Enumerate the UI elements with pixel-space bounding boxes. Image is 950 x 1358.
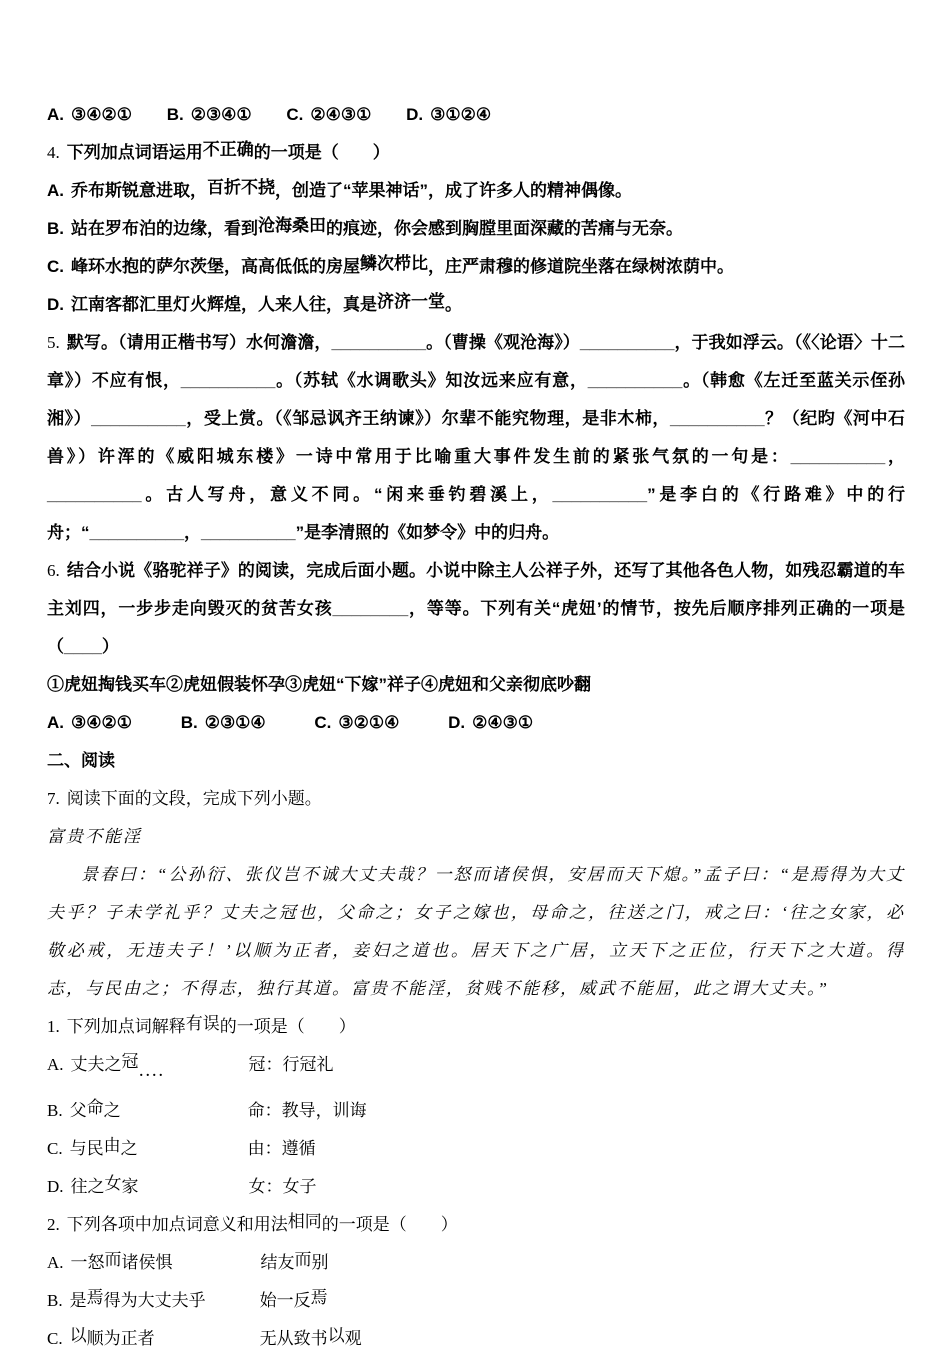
- option-label: B.: [47, 219, 64, 238]
- sub1-option-b: [47, 1092, 905, 1130]
- phrase-text: 观: [344, 1329, 362, 1348]
- emphasized-word: 冠: [121, 1052, 139, 1071]
- option-value: ②③①④: [204, 713, 266, 732]
- phrase-text: 别: [311, 1253, 329, 1272]
- option-value: ②③④①: [190, 105, 252, 124]
- option-value: ③④②①: [71, 713, 132, 732]
- q4-option-d: [47, 286, 905, 324]
- question-number: 7.: [47, 789, 60, 808]
- stem-text: 下列各项中加点词意义和用法: [66, 1215, 288, 1234]
- question-number: 4.: [47, 143, 60, 162]
- emphasized-word: 命: [86, 1098, 104, 1117]
- phrase-1: [70, 1282, 260, 1320]
- term-text: 之: [103, 1101, 121, 1120]
- q5-dictation: [47, 324, 905, 552]
- emphasized-word: 而: [104, 1250, 122, 1269]
- option-text: ，庄严肃穆的修道院坐落在绿树浓荫中。: [428, 257, 734, 276]
- option-text: 。: [445, 295, 462, 314]
- term-text: 父: [69, 1101, 87, 1120]
- option-label: A.: [47, 181, 64, 200]
- option-label: C.: [314, 713, 332, 732]
- classical-passage: 景春曰：“公孙衍、张仪岂不诚大丈夫哉？一怒而诸侯惧，安居而天下熄。”孟子曰：“是焉得为大丈夫乎？子未学礼乎？丈夫之冠也，父命之；女子之嫁也，母命之，往送之门，戒之曰：‘往之女家，必敬必戒，无违夫子！’以顺为正者，妾妇之道也。居天下之广居，立天下之正位，行天下之大道。得志，与民由之；不得志，独行其道。富贵不能淫，贫贱不能移，威武不能屈，此之谓大丈夫。”: [47, 865, 905, 998]
- option-text: ，创造了“苹果神话”，成了许多人的精神偶像。: [275, 181, 632, 200]
- q6-option-d: [448, 713, 533, 732]
- gloss-text: 冠：行冠礼: [248, 1055, 334, 1074]
- option-text: 的痕迹，你会感到胸膛里面深藏的苦痛与无奈。: [326, 219, 683, 238]
- term-column: [70, 1092, 248, 1130]
- option-label: A.: [47, 1055, 64, 1074]
- option-label: A.: [47, 713, 64, 732]
- emphasis-dots: ....: [139, 1065, 166, 1080]
- phrase-text: 结友: [260, 1253, 295, 1272]
- q3-option-b: [167, 105, 252, 124]
- stem-text: 的一项是（ ）: [253, 143, 390, 162]
- phrase-text: 顺为正者: [86, 1329, 155, 1348]
- emphasized-word: 由: [103, 1136, 121, 1155]
- sequence-items: ①虎妞掏钱买车②虎妞假装怀孕③虎妞“下嫁”祥子④虎妞和父亲彻底吵翻: [47, 675, 591, 694]
- q4-option-c: [47, 248, 905, 286]
- phrase-2: [260, 1326, 362, 1348]
- q7-stem: [47, 780, 905, 818]
- emphasized-word: 以: [69, 1326, 87, 1345]
- q6-stem: [47, 552, 905, 666]
- option-text: 站在罗布泊的边缘，看到: [71, 219, 258, 238]
- stem-text: 结合小说《骆驼祥子》的阅读，完成后面小题。小说中除主人公祥子外，还写了其他各色人物，如残忍霸道的车主刘四，一步步走向毁灭的贫苦女孩________，等等。下列有关“虎妞’的情节，按先后顺序排列正确的一项是（____）: [47, 561, 905, 656]
- sub1-stem: [47, 1008, 905, 1046]
- q3-option-c: [286, 105, 371, 124]
- option-value: ③①②④: [430, 105, 492, 124]
- option-value: ②④③①: [310, 105, 372, 124]
- option-label: A.: [47, 1253, 64, 1272]
- term-column: [71, 1168, 249, 1206]
- option-value: ②④③①: [472, 713, 534, 732]
- option-label: D.: [448, 713, 466, 732]
- option-label: C.: [47, 1139, 63, 1158]
- option-label: B.: [180, 713, 198, 732]
- option-text: 江南客都汇里灯火辉煌，人来人往，真是: [71, 295, 377, 314]
- emphasized-word: 以: [327, 1326, 345, 1345]
- question-number: 5.: [47, 333, 60, 352]
- sub2-stem: [47, 1206, 905, 1244]
- term-text: 往之: [70, 1177, 105, 1196]
- gloss-text: 女：女子: [248, 1177, 317, 1196]
- question-number: 6.: [47, 561, 60, 580]
- stem-text: 的一项是（ ）: [219, 1017, 356, 1036]
- emphasized-word: 女: [104, 1174, 122, 1193]
- term-text: 家: [121, 1177, 139, 1196]
- option-value: ③④②①: [71, 105, 132, 124]
- emphasized-word: 济济一堂: [377, 292, 445, 311]
- sub2-option-a: [47, 1244, 905, 1282]
- phrase-1: [71, 1244, 261, 1282]
- phrase-text: 始一反: [259, 1291, 311, 1310]
- phrase-2: [261, 1250, 329, 1272]
- emphasized-word: 焉: [310, 1288, 328, 1307]
- emphasized-word: 鳞次栉比: [360, 254, 428, 273]
- option-label: B.: [47, 1101, 63, 1120]
- q4-option-a: [47, 172, 905, 210]
- phrase-text: 是: [69, 1291, 87, 1310]
- phrase-text: 无从致书: [259, 1329, 328, 1348]
- option-label: D.: [47, 1177, 64, 1196]
- option-label: C.: [47, 1329, 63, 1348]
- q6-options-line: [47, 704, 905, 742]
- emphasized-word: 相同: [287, 1212, 322, 1231]
- sub2-option-c: [47, 1320, 905, 1358]
- option-label: C.: [286, 105, 304, 124]
- q3-option-a: [47, 105, 132, 124]
- sub1-option-d: [47, 1168, 905, 1206]
- stem-text: 下列加点词解释: [66, 1017, 186, 1036]
- phrase-2: [260, 1288, 328, 1310]
- q4-option-b: [47, 210, 905, 248]
- stem-text: 下列加点词语运用: [66, 143, 203, 162]
- option-text: 乔布斯锐意进取，: [71, 181, 207, 200]
- q6-sequence-line: [47, 666, 905, 704]
- phrase-text: 得为大丈夫乎: [103, 1291, 206, 1310]
- term-text: 与民: [69, 1139, 104, 1158]
- option-label: B.: [166, 105, 184, 124]
- question-number: 1.: [47, 1017, 60, 1036]
- q4-stem: [47, 134, 905, 172]
- stem-text: 阅读下面的文段，完成下列小题。: [66, 789, 322, 808]
- q6-option-b: [181, 713, 266, 732]
- emphasized-word: 有误: [185, 1014, 220, 1033]
- emphasized-word: 百折不挠: [207, 178, 275, 197]
- option-label: C.: [47, 257, 64, 276]
- term-text: 丈夫之: [70, 1055, 122, 1074]
- sub1-option-a: [47, 1046, 905, 1092]
- sub2-option-b: [47, 1282, 905, 1320]
- emphasized-word: 不正确: [202, 140, 254, 159]
- phrase-text: 一怒: [70, 1253, 105, 1272]
- phrase-1: [70, 1320, 260, 1358]
- q3-option-d: [406, 105, 491, 124]
- gloss-text: 命：教导，训诲: [247, 1101, 367, 1120]
- stem-text: 的一项是（ ）: [321, 1215, 458, 1234]
- q3-options-line: [47, 96, 905, 134]
- option-label: D.: [406, 105, 424, 124]
- term-column: [71, 1046, 249, 1092]
- passage-title: 富贵不能淫: [47, 827, 142, 846]
- gloss-text: 由：遵循: [247, 1139, 316, 1158]
- phrase-text: 诸侯惧: [121, 1253, 173, 1272]
- option-label: B.: [47, 1291, 63, 1310]
- option-text: 峰环水抱的萨尔茨堡，高高低低的房屋: [71, 257, 360, 276]
- dictation-text: 默写。（请用正楷书写）水何澹澹，__________。（曹操《观沧海》）__________，于我如浮云。（《〈论语〉十二章》）不应有恨，__________。（苏轼《水调歌头》知汝远来应有意，__________。（韩愈《左迁至蓝关示侄孙湘》）__________，受上赏。（《邹忌讽齐王纳谏》）尔辈不能究物理，是非木柿，__________？（纪昀《河中石兽》）许浑的《威阳城东楼》一诗中常用于比喻重大事件发生前的紧张气氛的一句是：__________，__________。古人写舟，意义不同。“闲来垂钓碧溪上，__________”是李白的《行路难》中的行舟；“__________，__________”是李清照的《如梦令》中的归舟。: [47, 333, 905, 542]
- emphasized-word: 沧海桑田: [258, 216, 326, 235]
- option-label: A.: [47, 105, 64, 124]
- emphasized-word: 焉: [86, 1288, 104, 1307]
- emphasized-word: 而: [294, 1250, 312, 1269]
- question-number: 2.: [47, 1215, 60, 1234]
- term-text: 之: [120, 1139, 138, 1158]
- sub1-option-c: [47, 1130, 905, 1168]
- q6-option-c: [314, 713, 399, 732]
- term-column: [70, 1130, 248, 1168]
- section-2-heading: 二、阅读: [47, 751, 115, 770]
- option-label: D.: [47, 295, 64, 314]
- q6-option-a: [47, 713, 132, 732]
- option-value: ③②①④: [338, 713, 400, 732]
